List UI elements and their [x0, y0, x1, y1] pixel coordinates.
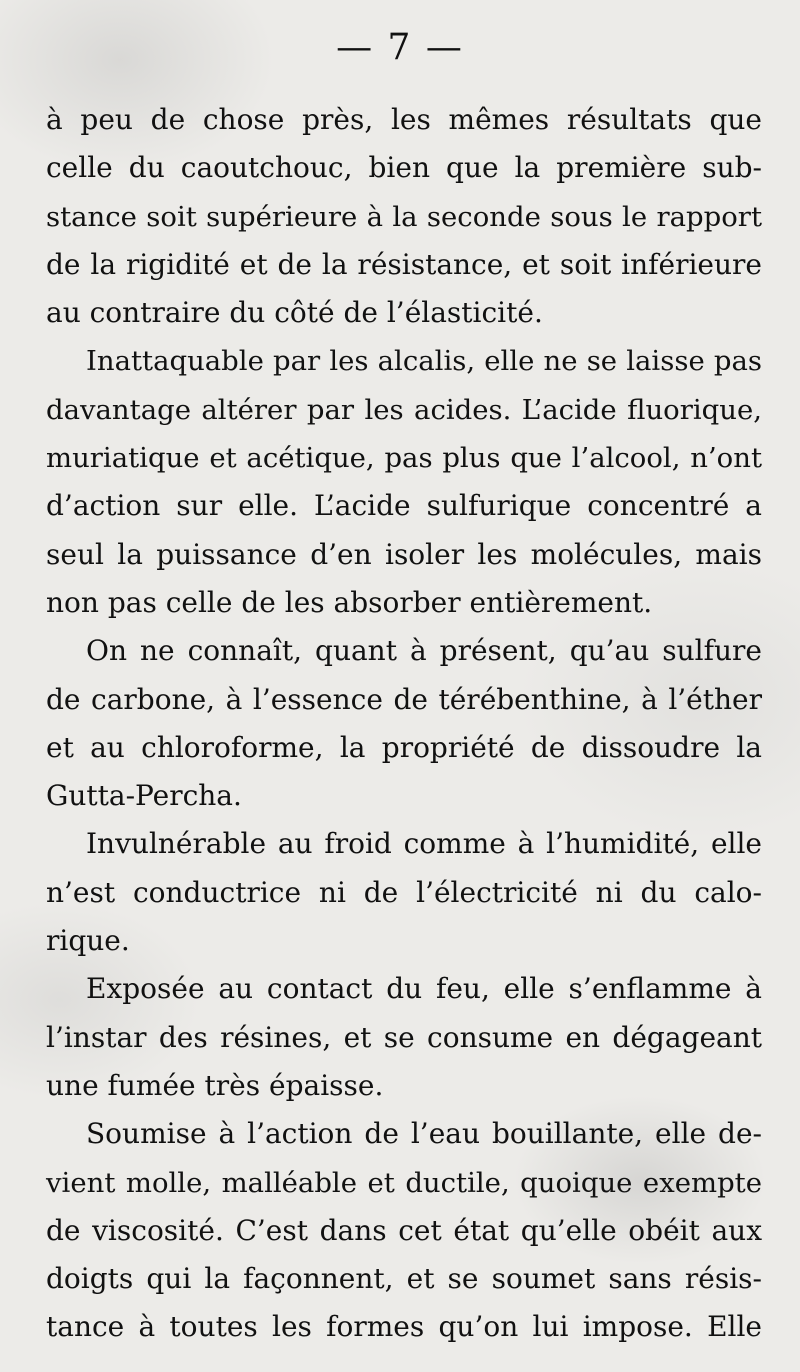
paragraph-first-line: Soumise à l’action de l’eau bouillante, elle de-	[86, 1117, 762, 1151]
text-line: doigts qui la façonnent, et se soumet sans résis-	[46, 1262, 762, 1296]
text-line: de la rigidité et de la résistance, et soit inférieure	[46, 247, 762, 281]
text-line: de carbone, à l’essence de térébenthine, à l’éther	[46, 682, 762, 716]
text-line: n’est conductrice ni de l’électricité ni du calo-	[46, 875, 762, 909]
text-line: d’action sur elle. L’acide sulfurique concentré a	[46, 489, 762, 523]
text-line: vient molle, malléable et ductile, quoique exempte	[46, 1166, 762, 1199]
text-line: de viscosité. C’est dans cet état qu’elle obéit aux	[46, 1213, 762, 1247]
text-line: muriatique et acétique, pas plus que l’alcool, n’ont	[46, 442, 762, 475]
text-line: seul la puissance d’en isoler les molécules, mais	[46, 537, 762, 571]
text-line: l’instar des résines, et se consume en dégageant	[46, 1020, 762, 1054]
text-line: et au chloroforme, la propriété de dissoudre la	[46, 730, 762, 764]
text-line: rique.	[46, 924, 130, 958]
text-line: à peu de chose près, les mêmes résultats que	[46, 103, 762, 136]
text-line: stance soit supérieure à la seconde sous le rapport	[46, 200, 762, 233]
text-line: au contraire du côté de l’élasticité.	[46, 296, 543, 330]
paragraph-first-line: Inattaquable par les alcalis, elle ne se laisse pas	[86, 345, 762, 378]
text-line: non pas celle de les absorber entièrement.	[46, 585, 653, 619]
paragraph-first-line: Invulnérable au froid comme à l’humidité, elle	[86, 827, 762, 861]
text-line: une fumée très épaisse.	[46, 1068, 384, 1102]
text-line: davantage altérer par les acides. L’acide fluorique,	[46, 393, 762, 426]
body-text	[46, 96, 762, 1352]
text-line: Gutta-Percha.	[46, 779, 242, 813]
text-line: tance à toutes les formes qu’on lui impose. Elle	[46, 1310, 762, 1344]
paragraph-first-line: Exposée au contact du feu, elle s’enflamme à	[86, 972, 762, 1006]
page-number: — 7 —	[336, 27, 464, 68]
text-line: celle du caoutchouc, bien que la première sub-	[46, 151, 762, 185]
paragraph-first-line: On ne connaît, quant à présent, qu’au sulfure	[86, 634, 762, 668]
